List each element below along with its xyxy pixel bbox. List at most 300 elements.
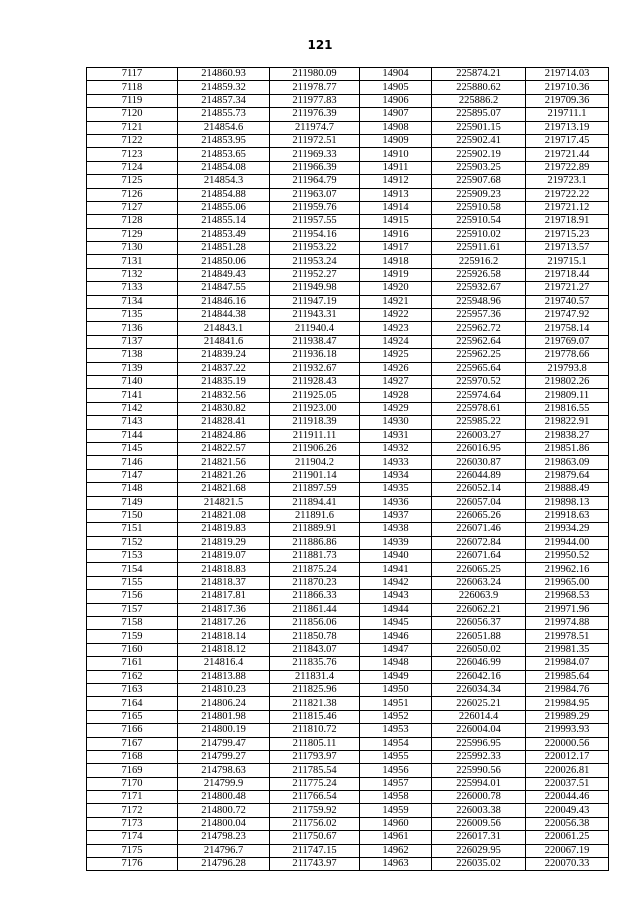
cell-y-coordinate: 211785.54 (270, 764, 360, 777)
cell-point-number: 14933 (360, 456, 432, 469)
cell-y-coordinate: 219971.96 (526, 603, 609, 616)
cell-x-coordinate: 214800.72 (178, 804, 270, 817)
table-row (87, 309, 609, 322)
cell-point-number: 14908 (360, 121, 432, 134)
cell-x-coordinate: 225970.52 (432, 375, 526, 388)
cell-y-coordinate: 219974.88 (526, 617, 609, 630)
cell-x-coordinate: 214818.14 (178, 630, 270, 643)
cell-y-coordinate: 211928.43 (270, 375, 360, 388)
cell-point-number: 7133 (87, 282, 178, 295)
cell-y-coordinate: 211980.09 (270, 68, 360, 81)
table-row (87, 858, 609, 871)
cell-y-coordinate: 211938.47 (270, 335, 360, 348)
cell-y-coordinate: 211906.26 (270, 442, 360, 455)
cell-x-coordinate: 225886.2 (432, 94, 526, 107)
cell-point-number: 7160 (87, 643, 178, 656)
table-row (87, 295, 609, 308)
cell-point-number: 7172 (87, 804, 178, 817)
cell-y-coordinate: 219984.07 (526, 657, 609, 670)
cell-point-number: 14935 (360, 483, 432, 496)
table-row (87, 402, 609, 415)
cell-y-coordinate: 219822.91 (526, 416, 609, 429)
cell-y-coordinate: 219709.36 (526, 94, 609, 107)
cell-point-number: 7146 (87, 456, 178, 469)
cell-x-coordinate: 225992.33 (432, 750, 526, 763)
cell-x-coordinate: 225901.15 (432, 121, 526, 134)
cell-point-number: 14963 (360, 858, 432, 871)
cell-y-coordinate: 211974.7 (270, 121, 360, 134)
cell-x-coordinate: 214822.57 (178, 442, 270, 455)
cell-x-coordinate: 225909.23 (432, 188, 526, 201)
cell-point-number: 7127 (87, 201, 178, 214)
cell-point-number: 7175 (87, 844, 178, 857)
cell-y-coordinate: 211866.33 (270, 590, 360, 603)
cell-y-coordinate: 220000.56 (526, 737, 609, 750)
cell-y-coordinate: 219981.35 (526, 643, 609, 656)
cell-x-coordinate: 226016.95 (432, 442, 526, 455)
cell-point-number: 14941 (360, 563, 432, 576)
cell-point-number: 7141 (87, 389, 178, 402)
cell-y-coordinate: 219747.92 (526, 309, 609, 322)
cell-point-number: 7161 (87, 657, 178, 670)
cell-y-coordinate: 219721.27 (526, 282, 609, 295)
cell-x-coordinate: 214835.19 (178, 375, 270, 388)
cell-x-coordinate: 214819.29 (178, 536, 270, 549)
cell-x-coordinate: 226056.37 (432, 617, 526, 630)
cell-x-coordinate: 214821.56 (178, 456, 270, 469)
cell-point-number: 7163 (87, 683, 178, 696)
cell-point-number: 14928 (360, 389, 432, 402)
cell-y-coordinate: 219758.14 (526, 322, 609, 335)
table-row (87, 710, 609, 723)
cell-x-coordinate: 214846.16 (178, 295, 270, 308)
cell-y-coordinate: 211815.46 (270, 710, 360, 723)
cell-x-coordinate: 214798.23 (178, 831, 270, 844)
cell-point-number: 7125 (87, 175, 178, 188)
cell-y-coordinate: 219721.12 (526, 201, 609, 214)
cell-x-coordinate: 214806.24 (178, 697, 270, 710)
cell-y-coordinate: 219714.03 (526, 68, 609, 81)
cell-y-coordinate: 220012.17 (526, 750, 609, 763)
cell-point-number: 14953 (360, 724, 432, 737)
cell-x-coordinate: 214853.65 (178, 148, 270, 161)
cell-y-coordinate: 211775.24 (270, 777, 360, 790)
cell-point-number: 14961 (360, 831, 432, 844)
cell-y-coordinate: 219713.19 (526, 121, 609, 134)
cell-point-number: 14917 (360, 242, 432, 255)
cell-y-coordinate: 211881.73 (270, 550, 360, 563)
cell-y-coordinate: 219816.55 (526, 402, 609, 415)
cell-point-number: 7128 (87, 215, 178, 228)
table-row (87, 134, 609, 147)
cell-point-number: 7165 (87, 710, 178, 723)
cell-y-coordinate: 220067.19 (526, 844, 609, 857)
cell-y-coordinate: 219851.86 (526, 442, 609, 455)
cell-point-number: 7140 (87, 375, 178, 388)
cell-y-coordinate: 220070.33 (526, 858, 609, 871)
cell-point-number: 14924 (360, 335, 432, 348)
cell-y-coordinate: 211936.18 (270, 349, 360, 362)
cell-x-coordinate: 226046.99 (432, 657, 526, 670)
cell-y-coordinate: 219898.13 (526, 496, 609, 509)
cell-point-number: 7152 (87, 536, 178, 549)
table-row (87, 242, 609, 255)
table-row (87, 630, 609, 643)
cell-point-number: 7132 (87, 268, 178, 281)
cell-y-coordinate: 219838.27 (526, 429, 609, 442)
cell-x-coordinate: 214855.06 (178, 201, 270, 214)
cell-y-coordinate: 211954.16 (270, 228, 360, 241)
cell-y-coordinate: 211904.2 (270, 456, 360, 469)
cell-x-coordinate: 214821.5 (178, 496, 270, 509)
cell-x-coordinate: 214800.19 (178, 724, 270, 737)
table-row (87, 831, 609, 844)
cell-y-coordinate: 211861.44 (270, 603, 360, 616)
table-row (87, 375, 609, 388)
cell-y-coordinate: 219944.00 (526, 536, 609, 549)
cell-y-coordinate: 211918.39 (270, 416, 360, 429)
cell-point-number: 7166 (87, 724, 178, 737)
cell-point-number: 14947 (360, 643, 432, 656)
cell-y-coordinate: 219778.66 (526, 349, 609, 362)
cell-y-coordinate: 211976.39 (270, 108, 360, 121)
cell-point-number: 14945 (360, 617, 432, 630)
cell-y-coordinate: 219950.52 (526, 550, 609, 563)
cell-y-coordinate: 219717.45 (526, 134, 609, 147)
cell-x-coordinate: 225880.62 (432, 81, 526, 94)
cell-point-number: 14929 (360, 402, 432, 415)
cell-y-coordinate: 219989.29 (526, 710, 609, 723)
cell-y-coordinate: 211963.07 (270, 188, 360, 201)
cell-point-number: 14931 (360, 429, 432, 442)
cell-y-coordinate: 219740.57 (526, 295, 609, 308)
table-row (87, 777, 609, 790)
cell-x-coordinate: 225957.36 (432, 309, 526, 322)
cell-point-number: 14914 (360, 201, 432, 214)
cell-x-coordinate: 226025.21 (432, 697, 526, 710)
cell-point-number: 7149 (87, 496, 178, 509)
cell-x-coordinate: 226057.04 (432, 496, 526, 509)
cell-x-coordinate: 225910.54 (432, 215, 526, 228)
cell-x-coordinate: 225902.19 (432, 148, 526, 161)
cell-x-coordinate: 226063.24 (432, 576, 526, 589)
cell-y-coordinate: 211911.11 (270, 429, 360, 442)
table-row (87, 683, 609, 696)
cell-x-coordinate: 225910.58 (432, 201, 526, 214)
cell-y-coordinate: 211925.05 (270, 389, 360, 402)
cell-point-number: 7151 (87, 523, 178, 536)
cell-y-coordinate: 219888.49 (526, 483, 609, 496)
cell-x-coordinate: 225926.58 (432, 268, 526, 281)
cell-point-number: 14956 (360, 764, 432, 777)
cell-point-number: 14915 (360, 215, 432, 228)
cell-y-coordinate: 219978.51 (526, 630, 609, 643)
cell-y-coordinate: 219722.22 (526, 188, 609, 201)
cell-x-coordinate: 225985.22 (432, 416, 526, 429)
table-row (87, 536, 609, 549)
cell-y-coordinate: 219863.09 (526, 456, 609, 469)
cell-y-coordinate: 211891.6 (270, 509, 360, 522)
cell-point-number: 14940 (360, 550, 432, 563)
cell-point-number: 7124 (87, 161, 178, 174)
cell-point-number: 7170 (87, 777, 178, 790)
table-row (87, 576, 609, 589)
table-row (87, 483, 609, 496)
table-row (87, 750, 609, 763)
cell-x-coordinate: 225962.72 (432, 322, 526, 335)
cell-y-coordinate: 211747.15 (270, 844, 360, 857)
cell-x-coordinate: 226003.38 (432, 804, 526, 817)
table-row (87, 469, 609, 482)
cell-y-coordinate: 211889.91 (270, 523, 360, 536)
cell-point-number: 14942 (360, 576, 432, 589)
cell-x-coordinate: 214801.98 (178, 710, 270, 723)
cell-y-coordinate: 211977.83 (270, 94, 360, 107)
cell-x-coordinate: 214819.83 (178, 523, 270, 536)
cell-x-coordinate: 225902.41 (432, 134, 526, 147)
cell-point-number: 7139 (87, 362, 178, 375)
cell-point-number: 14960 (360, 817, 432, 830)
table-row (87, 389, 609, 402)
cell-y-coordinate: 211978.77 (270, 81, 360, 94)
coordinates-table (86, 67, 609, 871)
cell-y-coordinate: 211953.24 (270, 255, 360, 268)
cell-y-coordinate: 220061.25 (526, 831, 609, 844)
cell-x-coordinate: 226071.64 (432, 550, 526, 563)
table-row (87, 228, 609, 241)
cell-x-coordinate: 214849.43 (178, 268, 270, 281)
cell-point-number: 7158 (87, 617, 178, 630)
cell-x-coordinate: 226034.34 (432, 683, 526, 696)
cell-point-number: 7138 (87, 349, 178, 362)
cell-x-coordinate: 225994.01 (432, 777, 526, 790)
cell-y-coordinate: 211949.98 (270, 282, 360, 295)
cell-y-coordinate: 211952.27 (270, 268, 360, 281)
table-row (87, 817, 609, 830)
cell-y-coordinate: 211850.78 (270, 630, 360, 643)
cell-point-number: 7144 (87, 429, 178, 442)
cell-y-coordinate: 219710.36 (526, 81, 609, 94)
cell-y-coordinate: 211969.33 (270, 148, 360, 161)
cell-point-number: 14949 (360, 670, 432, 683)
cell-x-coordinate: 214857.34 (178, 94, 270, 107)
cell-point-number: 7169 (87, 764, 178, 777)
cell-x-coordinate: 214799.27 (178, 750, 270, 763)
cell-point-number: 14922 (360, 309, 432, 322)
cell-point-number: 14916 (360, 228, 432, 241)
table-row (87, 737, 609, 750)
cell-point-number: 7134 (87, 295, 178, 308)
cell-point-number: 7118 (87, 81, 178, 94)
cell-x-coordinate: 214854.08 (178, 161, 270, 174)
cell-point-number: 7176 (87, 858, 178, 871)
table-row (87, 335, 609, 348)
cell-y-coordinate: 219879.64 (526, 469, 609, 482)
cell-point-number: 7129 (87, 228, 178, 241)
cell-x-coordinate: 226072.84 (432, 536, 526, 549)
cell-y-coordinate: 220026.81 (526, 764, 609, 777)
cell-x-coordinate: 226050.02 (432, 643, 526, 656)
cell-point-number: 14905 (360, 81, 432, 94)
cell-point-number: 14906 (360, 94, 432, 107)
cell-y-coordinate: 211966.39 (270, 161, 360, 174)
table-row (87, 550, 609, 563)
cell-point-number: 14955 (360, 750, 432, 763)
cell-y-coordinate: 219713.57 (526, 242, 609, 255)
cell-x-coordinate: 214843.1 (178, 322, 270, 335)
cell-x-coordinate: 214832.56 (178, 389, 270, 402)
cell-x-coordinate: 214799.47 (178, 737, 270, 750)
cell-x-coordinate: 214817.26 (178, 617, 270, 630)
cell-x-coordinate: 214796.7 (178, 844, 270, 857)
cell-x-coordinate: 225990.56 (432, 764, 526, 777)
cell-x-coordinate: 214818.12 (178, 643, 270, 656)
cell-point-number: 7131 (87, 255, 178, 268)
cell-point-number: 7143 (87, 416, 178, 429)
table-row (87, 442, 609, 455)
cell-x-coordinate: 226063.9 (432, 590, 526, 603)
cell-y-coordinate: 219934.29 (526, 523, 609, 536)
cell-x-coordinate: 214850.06 (178, 255, 270, 268)
cell-x-coordinate: 226004.04 (432, 724, 526, 737)
cell-x-coordinate: 214854.6 (178, 121, 270, 134)
cell-x-coordinate: 214851.28 (178, 242, 270, 255)
cell-y-coordinate: 211972.51 (270, 134, 360, 147)
cell-point-number: 14930 (360, 416, 432, 429)
cell-point-number: 14912 (360, 175, 432, 188)
cell-y-coordinate: 219721.44 (526, 148, 609, 161)
cell-x-coordinate: 214854.3 (178, 175, 270, 188)
cell-y-coordinate: 219984.95 (526, 697, 609, 710)
cell-y-coordinate: 220049.43 (526, 804, 609, 817)
table-row (87, 81, 609, 94)
table-row (87, 657, 609, 670)
cell-x-coordinate: 214810.23 (178, 683, 270, 696)
cell-point-number: 14957 (360, 777, 432, 790)
cell-y-coordinate: 211901.14 (270, 469, 360, 482)
cell-x-coordinate: 226065.26 (432, 509, 526, 522)
cell-x-coordinate: 226071.46 (432, 523, 526, 536)
cell-y-coordinate: 219993.93 (526, 724, 609, 737)
cell-point-number: 14950 (360, 683, 432, 696)
cell-x-coordinate: 214818.37 (178, 576, 270, 589)
cell-y-coordinate: 211940.4 (270, 322, 360, 335)
cell-x-coordinate: 226017.31 (432, 831, 526, 844)
cell-y-coordinate: 211750.67 (270, 831, 360, 844)
cell-point-number: 7159 (87, 630, 178, 643)
table-row (87, 188, 609, 201)
cell-point-number: 14913 (360, 188, 432, 201)
cell-point-number: 14925 (360, 349, 432, 362)
cell-x-coordinate: 214821.68 (178, 483, 270, 496)
cell-x-coordinate: 214847.55 (178, 282, 270, 295)
cell-point-number: 7120 (87, 108, 178, 121)
cell-point-number: 7156 (87, 590, 178, 603)
cell-x-coordinate: 226042.16 (432, 670, 526, 683)
table-row (87, 429, 609, 442)
cell-point-number: 14946 (360, 630, 432, 643)
cell-x-coordinate: 214859.32 (178, 81, 270, 94)
cell-y-coordinate: 219968.53 (526, 590, 609, 603)
cell-point-number: 7153 (87, 550, 178, 563)
cell-point-number: 7145 (87, 442, 178, 455)
table-row (87, 268, 609, 281)
cell-x-coordinate: 226065.25 (432, 563, 526, 576)
cell-point-number: 7168 (87, 750, 178, 763)
cell-x-coordinate: 226051.88 (432, 630, 526, 643)
cell-point-number: 7155 (87, 576, 178, 589)
cell-point-number: 7137 (87, 335, 178, 348)
cell-point-number: 14907 (360, 108, 432, 121)
table-row (87, 94, 609, 107)
table-row (87, 670, 609, 683)
cell-point-number: 7123 (87, 148, 178, 161)
cell-x-coordinate: 214813.88 (178, 670, 270, 683)
cell-point-number: 7157 (87, 603, 178, 616)
cell-y-coordinate: 219718.44 (526, 268, 609, 281)
cell-y-coordinate: 219715.23 (526, 228, 609, 241)
cell-y-coordinate: 211821.38 (270, 697, 360, 710)
cell-point-number: 7136 (87, 322, 178, 335)
cell-x-coordinate: 225932.67 (432, 282, 526, 295)
cell-x-coordinate: 214844.38 (178, 309, 270, 322)
table-row (87, 349, 609, 362)
cell-x-coordinate: 226014.4 (432, 710, 526, 723)
cell-x-coordinate: 214818.83 (178, 563, 270, 576)
cell-y-coordinate: 211810.72 (270, 724, 360, 737)
cell-y-coordinate: 211886.86 (270, 536, 360, 549)
cell-y-coordinate: 219984.76 (526, 683, 609, 696)
cell-y-coordinate: 211943.31 (270, 309, 360, 322)
cell-point-number: 14951 (360, 697, 432, 710)
cell-x-coordinate: 225965.64 (432, 362, 526, 375)
cell-y-coordinate: 219722.89 (526, 161, 609, 174)
cell-point-number: 14918 (360, 255, 432, 268)
cell-point-number: 14937 (360, 509, 432, 522)
cell-x-coordinate: 214837.22 (178, 362, 270, 375)
table-row (87, 791, 609, 804)
table-row (87, 844, 609, 857)
cell-y-coordinate: 211923.00 (270, 402, 360, 415)
cell-point-number: 7130 (87, 242, 178, 255)
cell-y-coordinate: 219809.11 (526, 389, 609, 402)
cell-point-number: 7148 (87, 483, 178, 496)
cell-y-coordinate: 219918.63 (526, 509, 609, 522)
cell-point-number: 7117 (87, 68, 178, 81)
cell-x-coordinate: 214800.48 (178, 791, 270, 804)
cell-x-coordinate: 226044.89 (432, 469, 526, 482)
cell-y-coordinate: 219985.64 (526, 670, 609, 683)
table-row (87, 509, 609, 522)
cell-y-coordinate: 219711.1 (526, 108, 609, 121)
cell-x-coordinate: 214839.24 (178, 349, 270, 362)
cell-point-number: 14904 (360, 68, 432, 81)
cell-y-coordinate: 211856.06 (270, 617, 360, 630)
table-row (87, 161, 609, 174)
cell-point-number: 14920 (360, 282, 432, 295)
table-row (87, 255, 609, 268)
cell-x-coordinate: 214821.26 (178, 469, 270, 482)
table-row (87, 590, 609, 603)
cell-point-number: 7126 (87, 188, 178, 201)
cell-x-coordinate: 225907.68 (432, 175, 526, 188)
cell-y-coordinate: 211766.54 (270, 791, 360, 804)
cell-point-number: 14934 (360, 469, 432, 482)
cell-point-number: 14962 (360, 844, 432, 857)
cell-point-number: 7164 (87, 697, 178, 710)
cell-x-coordinate: 214830.82 (178, 402, 270, 415)
table-row (87, 201, 609, 214)
